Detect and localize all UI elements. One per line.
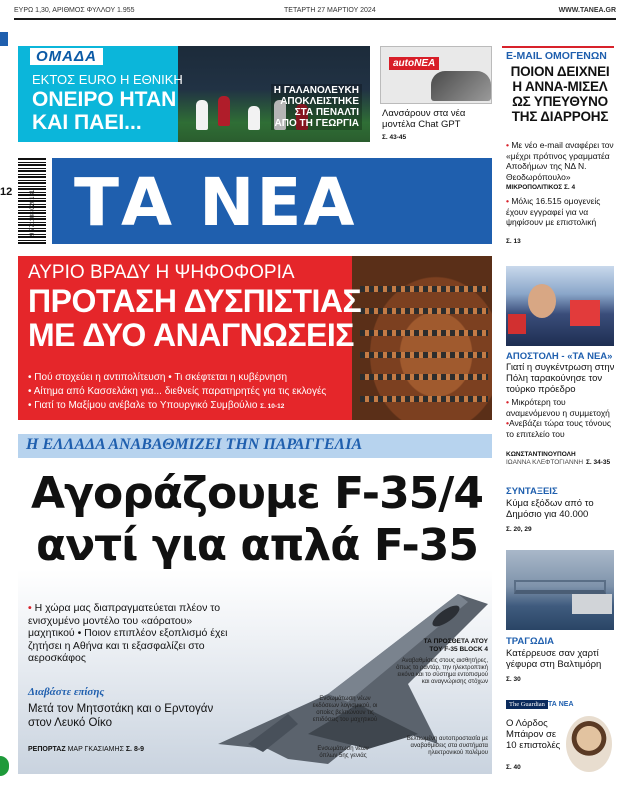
f35-kicker: Η ΕΛΛΑΔΑ ΑΝΑΒΑΘΜΙΖΕΙ ΤΗΝ ΠΑΡΑΓΓΕΛΙΑ <box>18 434 492 458</box>
weapons-caption: Ενσωμάτωση νέων όπλων 5ης γενιάς <box>317 746 369 759</box>
edge-tab <box>0 756 9 776</box>
mission-headline[interactable]: Γιατί η συγκέντρωση στην Πόλη ταρακούνησε τον τούρκο πρόεδρο <box>506 362 615 395</box>
auto-caption[interactable]: Λανσάρουν στα νέα μοντέλα Chat GPT <box>382 108 466 130</box>
spec-text-2: Βελτιωμένη αυτοπροστασία με αναβαθμίσεις στα συστήματα ηλεκτρονικού πολέμου <box>406 736 488 756</box>
barcode-number: 9 771108 020131 <box>30 189 36 236</box>
byron-pages: Σ. 40 <box>506 764 521 771</box>
mission-pages: Σ. 34-35 <box>586 459 611 466</box>
email-bullet: • Με νέο e-mail αναφέρει τον «μέχρι πρότινος γραμματέα Αποδήμων της ΝΔ Ν. Θεοδωρόπουλο» <box>506 140 614 182</box>
auto-supplement-cover[interactable] <box>380 46 492 104</box>
tragedy-pages: Σ. 30 <box>506 676 521 683</box>
pensions-pages: Σ. 20, 29 <box>506 526 532 533</box>
pensions-kicker: ΣΥΝΤΑΞΕΙΣ <box>506 486 558 497</box>
bridge-photo <box>506 550 614 630</box>
f35-story[interactable] <box>18 434 492 774</box>
top-info-bar <box>14 4 616 16</box>
masthead-title: ΤΑ ΝΕΑ <box>74 164 357 241</box>
autonea-logo: autoΝΕΑ <box>389 57 439 70</box>
auto-pages: Σ. 43-45 <box>382 134 407 141</box>
masthead <box>52 158 492 244</box>
software-caption: Ενσωμάτωση νέων εκδόσεων λογισμικού, οι οποίες βελτιώνουν τις επιδόσεις του μαχητικού <box>312 696 378 723</box>
lead-bullet4: • Γιατί το Μαξίμου ανέβαλε το Υπουργικό Συμβούλιο Σ. 10-12 <box>28 400 285 411</box>
promo-headline: ΟΝΕΙΡΟ ΗΤΑΝ ΚΑΙ ΠΑΕΙ... <box>32 88 177 134</box>
promo-kicker: ΕΚΤΟΣ EURO Η ΕΘΝΙΚΗ <box>32 72 183 87</box>
price-and-issue: ΕΥΡΩ 1,30, ΑΡΙΘΜΟΣ ΦΥΛΛΟΥ 1.955 <box>14 7 135 14</box>
spec-title: ΤΑ ΠΡΟΣΘΕΤΑ ΑΤΟΥ ΤΟΥ F-35 BLOCK 4 <box>423 638 488 653</box>
edge-marker <box>0 32 8 46</box>
guardian-logo: The Guardian <box>506 700 548 709</box>
f35-body: • Η χώρα μας διαπραγματεύεται πλέον το ενισχυμένο μοντέλο του «αόρατου» μαχητικού • Ποιον επιπλέον εξοπλισμό έχει ζητήσει η Αθήνα και τι εξασφαλίζει στο αεροσκάφος <box>28 602 228 664</box>
email-bullet: • Μόλις 16.515 ομογενείς έχουν εγγραφεί για να ψηφίσουν με επιστολική <box>506 196 601 227</box>
lead-kicker: ΑΥΡΙΟ ΒΡΑΔΥ Η ΨΗΦΟΦΟΡΙΑ <box>28 262 295 283</box>
right-column-rule <box>502 46 614 48</box>
mission-kicker: ΑΠΟΣΤΟΛΗ - «ΤΑ ΝΕΑ» <box>506 351 613 362</box>
email-byline: ΜΙΚΡΟΠΟΛΙΤΙΚΟΣ Σ. 4 <box>506 184 576 191</box>
mission-bullets: • Μικρότερη του αναμενόμενου η συμμετοχή •Ανεβάζει τώρα τους τόνους το επιτελείο του <box>506 397 611 439</box>
mission-dateline: ΚΩΝΣΤΑΝΤΙΝΟΥΠΟΛΗ <box>506 451 576 458</box>
section-logo: ΟΜΑΔΑ <box>30 48 103 65</box>
parliament-photo <box>352 256 492 420</box>
lead-story[interactable] <box>18 256 492 420</box>
reporter-credit: ΡΕΠΟΡΤΑΖ ΜΑΡ ΓΚΑΣΙΑΜΗΣ Σ. 8-9 <box>28 746 145 753</box>
lead-bullet3: • Αίτημα από Κασσελάκη για... διεθνείς παρατηρητές για τις εκλογές <box>28 386 327 397</box>
lead-headline: ΠΡΟΤΑΣΗ ΔΥΣΠΙΣΤΙΑΣ ΜΕ ΔΥΟ ΑΝΑΓΝΩΣΕΙΣ <box>28 283 362 353</box>
f35-headline: Αγοράζουμε F-35/4 αντί για απλά F-35 <box>31 468 483 571</box>
also-read-headline[interactable]: Μετά τον Μητσοτάκη και ο Ερντογάν στον Λευκό Οίκο <box>28 703 214 729</box>
pensions-headline[interactable]: Κύμα εξόδων από το Δημόσιο για 40.000 <box>506 498 594 520</box>
byron-portrait <box>566 716 612 772</box>
header-rule <box>14 18 616 20</box>
email-pages: Σ. 13 <box>506 238 521 245</box>
email-kicker: E-MAIL ΟΜΟΓΕΝΩΝ <box>506 50 607 62</box>
email-headline[interactable]: ΠΟΙΟΝ ΔΕΙΧΝΕΙ Η ΑΝΝΑ-ΜΙΣΕΛ ΩΣ ΥΠΕΥΘΥΝΟ ΤΗΣ ΔΙΑΡΡΟΗΣ <box>510 64 610 124</box>
sport-promo[interactable] <box>18 46 370 142</box>
rally-photo <box>506 266 614 346</box>
also-read-label: Διαβάστε επίσης <box>28 686 105 698</box>
partner-tag: ΤΑ ΝΕΑ <box>548 701 574 708</box>
guardian-partner-strip <box>506 700 614 712</box>
mission-author: ΙΩΑΝΝΑ ΚΛΕΦΤΟΓΙΑΝΝΗ <box>506 459 584 466</box>
tragedy-kicker: ΤΡΑΓΩΔΙΑ <box>506 636 554 647</box>
byron-headline[interactable]: Ο Λόρδος Μπάιρον σε 10 επιστολές <box>506 718 561 751</box>
website-link[interactable]: WWW.TANEA.GR <box>558 7 616 14</box>
spec-text: Αναβαθμίσεις στους αισθητήρες, όπως το ραντάρ, την ηλεκτροπτική εικόνα και το σύστημα εντοπισμού και αναγνώρισης στόχων <box>396 658 488 685</box>
issue-date: ΤΕΤΑΡΤΗ 27 ΜΑΡΤΙΟΥ 2024 <box>284 7 376 14</box>
tragedy-headline[interactable]: Κατέρρευσε σαν χαρτί γέφυρα στη Βαλτιμόρη <box>506 648 602 670</box>
edge-number: 12 <box>0 186 13 198</box>
car-image <box>431 71 491 101</box>
promo-caption: Η ΓΑΛΑΝΟΛΕΥΚΗ ΑΠΟΚΛΕΙΣΤΗΚΕ ΣΤΑ ΠΕΝΑΛΤΙ ΑΠΟ ΤΗ ΓΕΩΡΓΙΑ <box>271 84 362 130</box>
lead-bullets-row1: • Πού στοχεύει η αντιπολίτευση • Τι σκέφτεται η κυβέρνηση <box>28 372 288 383</box>
